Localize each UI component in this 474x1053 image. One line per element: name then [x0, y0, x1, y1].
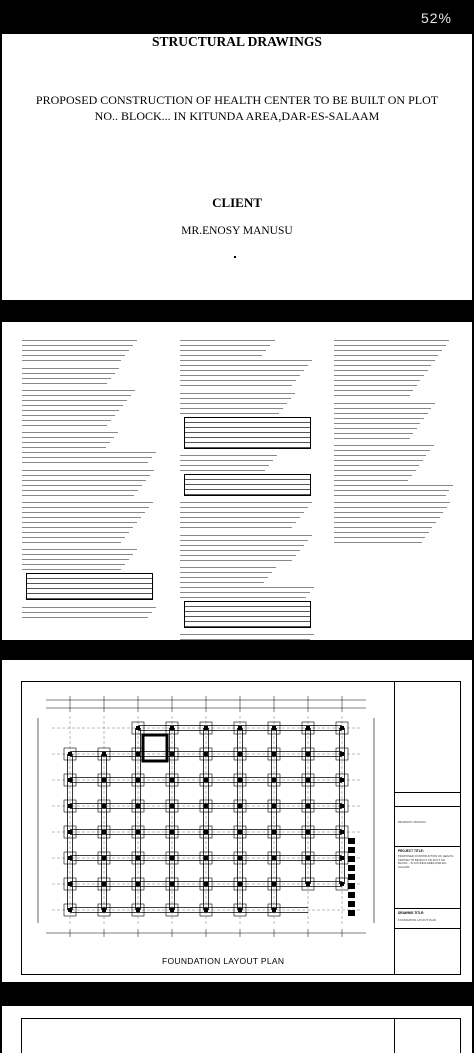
notes-line: [22, 504, 149, 508]
column-stub: [170, 726, 174, 730]
column-stub: [238, 908, 242, 912]
notes-line: [180, 546, 300, 550]
drawing-sheet: [21, 681, 461, 975]
column-stub: [136, 726, 140, 730]
document-page-foundation-plan[interactable]: [2, 660, 472, 982]
document-page-cover[interactable]: [2, 34, 472, 300]
title-block-client-name: MR.ENOSY MANUSU: [398, 820, 426, 824]
notes-line: [22, 566, 121, 570]
notes-line: [334, 486, 449, 490]
column-stub: [170, 830, 174, 834]
notes-column-1: [22, 334, 157, 618]
stair-marker: [348, 910, 355, 916]
notes-line: [334, 534, 425, 538]
column-stub: [238, 778, 242, 782]
notes-line: [22, 509, 145, 513]
highlight-box: [143, 735, 167, 761]
notes-line: [334, 461, 419, 465]
notes-line: [334, 524, 432, 528]
drawing-title-text: FOUNDATION LAYOUT PLAN: [398, 918, 437, 922]
stair-marker: [348, 865, 355, 871]
client-label: CLIENT: [212, 195, 262, 210]
project-title: [8, 92, 466, 124]
notes-line: [334, 514, 440, 518]
column-stub: [340, 882, 344, 886]
column-stub: [238, 882, 242, 886]
notes-line: [334, 424, 417, 428]
notes-line: [334, 357, 435, 361]
notes-line: [334, 342, 446, 346]
notes-line: [180, 382, 292, 386]
column-stub: [306, 856, 310, 860]
notes-line: [180, 367, 304, 371]
notes-line: [22, 471, 150, 475]
notes-line: [334, 509, 443, 513]
column-stub: [306, 726, 310, 730]
column-stub: [136, 882, 140, 886]
notes-line: [180, 509, 304, 513]
notes-line: [22, 422, 107, 426]
column-stub: [102, 830, 106, 834]
title-block-next: [394, 1019, 461, 1053]
notes-line: [334, 519, 436, 523]
notes-line: [22, 392, 131, 396]
document-page-general-notes[interactable]: [2, 322, 472, 640]
notes-line: [22, 454, 152, 458]
notes-line: [180, 462, 269, 466]
column-stub: [272, 726, 276, 730]
notes-line: [22, 561, 125, 565]
notes-table: [184, 417, 311, 449]
notes-line: [180, 347, 266, 351]
notes-line: [22, 439, 110, 443]
notes-line: [180, 337, 275, 341]
notes-line: [180, 389, 295, 393]
notes-line: [334, 404, 431, 408]
notes-line: [334, 442, 434, 446]
column-stub: [340, 804, 344, 808]
stair-marker: [348, 856, 355, 862]
notes-table: [26, 573, 153, 600]
stair-marker: [348, 874, 355, 880]
column-stub: [170, 908, 174, 912]
column-stub: [340, 830, 344, 834]
notes-column-3: [334, 334, 454, 544]
column-stub: [136, 778, 140, 782]
column-stub: [238, 752, 242, 756]
project-title-label: PROJECT TITLE:: [398, 849, 424, 853]
notes-line: [22, 402, 123, 406]
notes-line: [180, 404, 283, 408]
column-stub: [204, 752, 208, 756]
drawing-caption: FOUNDATION LAYOUT PLAN: [162, 956, 285, 966]
status-bar: [0, 0, 474, 32]
notes-line: [334, 529, 429, 533]
foundation-plan-drawing: [26, 688, 384, 953]
column-stub: [136, 830, 140, 834]
notes-line: [180, 564, 276, 568]
notes-line: [180, 409, 279, 413]
column-stub: [68, 752, 72, 756]
column-stub: [68, 856, 72, 860]
notes-line: [334, 466, 416, 470]
title-block-client: [395, 806, 461, 847]
column-stub: [136, 804, 140, 808]
notes-line: [22, 481, 142, 485]
column-stub: [68, 778, 72, 782]
notes-line: [334, 387, 413, 391]
notes-line: [180, 394, 291, 398]
column-stub: [306, 752, 310, 756]
notes-line: [334, 504, 447, 508]
stair-marker: [348, 892, 355, 898]
stair-marker: [348, 847, 355, 853]
notes-line: [22, 397, 127, 401]
notes-line: [180, 499, 312, 503]
column-stub: [306, 804, 310, 808]
notes-line: [180, 569, 272, 573]
column-stub: [272, 778, 276, 782]
notes-line: [22, 528, 129, 532]
notes-line: [180, 588, 310, 592]
notes-line: [22, 538, 121, 542]
notes-line: [22, 369, 115, 373]
notes-line: [334, 347, 442, 351]
title-block-signatures: [395, 928, 461, 974]
column-stub: [102, 752, 106, 756]
notes-line: [22, 476, 146, 480]
notes-line: [22, 347, 129, 351]
notes-line: [334, 456, 423, 460]
notes-line: [180, 519, 296, 523]
column-stub: [238, 830, 242, 834]
title-block: [394, 682, 461, 974]
column-stub: [272, 856, 276, 860]
project-title-line-1: PROPOSED CONSTRUCTION OF HEALTH CENTER TO BE BUILT ON PLOT: [35, 93, 439, 107]
notes-line: [334, 352, 438, 356]
project-title-line-2: NO.. BLOCK... IN KITUNDA AREA,DAR-ES-SALAAM: [94, 109, 380, 123]
drawing-sheet-next: [21, 1018, 461, 1053]
stair-marker: [348, 901, 355, 907]
title-block-project: [395, 846, 461, 909]
notes-line: [180, 377, 296, 381]
column-stub: [68, 804, 72, 808]
notes-line: [180, 536, 308, 540]
column-stub: [102, 778, 106, 782]
column-stub: [170, 778, 174, 782]
column-stub: [238, 726, 242, 730]
notes-line: [22, 387, 135, 391]
notes-line: [334, 476, 408, 480]
notes-line: [334, 337, 449, 341]
title-block-drawing: [395, 908, 461, 929]
stair-marker: [348, 883, 355, 889]
notes-line: [334, 451, 426, 455]
notes-line: [180, 551, 296, 555]
title-block-revision: [395, 792, 461, 807]
notes-line: [22, 412, 115, 416]
notes-line: [334, 419, 420, 423]
column-stub: [238, 804, 242, 808]
notes-line: [180, 583, 314, 587]
notes-line: [22, 546, 137, 550]
column-stub: [272, 752, 276, 756]
notes-line: [334, 481, 453, 485]
notes-line: [180, 342, 270, 346]
notes-line: [334, 362, 431, 366]
notes-line: [22, 551, 133, 555]
notes-line: [22, 499, 153, 503]
notes-line: [334, 539, 422, 543]
drawing-title-label: DRAWING TITLE:: [398, 911, 425, 915]
notes-line: [22, 491, 134, 495]
column-stub: [306, 778, 310, 782]
notes-line: [334, 471, 412, 475]
title-block-notes: [395, 682, 461, 793]
notes-line: [22, 603, 156, 607]
notes-line: [180, 452, 277, 456]
notes-line: [22, 374, 111, 378]
notes-line: [22, 519, 137, 523]
column-stub: [170, 804, 174, 808]
notes-line: [22, 556, 129, 560]
column-stub: [204, 726, 208, 730]
notes-line: [180, 631, 314, 635]
notes-line: [22, 608, 152, 612]
notes-line: [180, 541, 304, 545]
notes-line: [334, 367, 428, 371]
column-stub: [68, 882, 72, 886]
notes-line: [180, 372, 300, 376]
page-mark: [234, 256, 236, 258]
column-stub: [340, 726, 344, 730]
notes-line: [22, 337, 137, 341]
project-title-text: PROPOSED CONSTRUCTION OF HEALTH CENTER TO BE BUILT ON PLOT NO. BLOCK... IN KITUNDA AREA,DAR-ES-SALAAM: [398, 854, 454, 869]
stair-marker: [348, 838, 355, 844]
column-stub: [204, 804, 208, 808]
column-stub: [136, 752, 140, 756]
column-stub: [68, 908, 72, 912]
column-stub: [272, 830, 276, 834]
notes-line: [180, 514, 300, 518]
notes-line: [22, 364, 119, 368]
notes-line: [180, 524, 292, 528]
column-stub: [68, 830, 72, 834]
column-stub: [272, 882, 276, 886]
notes-line: [180, 593, 306, 597]
notes-line: [22, 523, 133, 527]
column-stub: [340, 778, 344, 782]
column-stub: [204, 856, 208, 860]
notes-line: [180, 504, 308, 508]
notes-line: [334, 429, 413, 433]
notes-line: [180, 357, 312, 361]
notes-line: [22, 429, 118, 433]
column-stub: [102, 882, 106, 886]
document-page-next[interactable]: [2, 1006, 472, 1053]
column-stub: [306, 830, 310, 834]
notes-line: [334, 434, 410, 438]
notes-line: [22, 352, 125, 356]
column-stub: [170, 752, 174, 756]
notes-line: [334, 499, 450, 503]
notes-line: [180, 636, 310, 640]
column-stub: [102, 908, 106, 912]
column-stub: [238, 856, 242, 860]
notes-line: [22, 459, 148, 463]
notes-line: [22, 444, 106, 448]
notes-column-2: [180, 334, 315, 640]
column-stub: [136, 908, 140, 912]
notes-line: [22, 357, 121, 361]
notes-line: [22, 533, 125, 537]
notes-line: [334, 446, 430, 450]
notes-line: [334, 399, 435, 403]
column-stub: [170, 882, 174, 886]
column-stub: [170, 856, 174, 860]
client-name: MR.ENOSY MANUSU: [181, 225, 293, 237]
column-stub: [102, 856, 106, 860]
notes-line: [180, 399, 287, 403]
notes-line: [180, 556, 292, 560]
notes-line: [22, 486, 138, 490]
notes-line: [180, 531, 312, 535]
notes-line: [334, 377, 420, 381]
column-stub: [102, 804, 106, 808]
notes-line: [22, 466, 154, 470]
cover-heading: STRUCTURAL DRAWINGS: [152, 34, 322, 49]
column-stub: [340, 752, 344, 756]
notes-line: [180, 467, 265, 471]
notes-table: [184, 474, 311, 496]
notes-line: [22, 449, 156, 453]
notes-line: [334, 392, 410, 396]
column-stub: [306, 882, 310, 886]
notes-line: [334, 372, 424, 376]
notes-line: [180, 352, 262, 356]
notes-line: [334, 382, 417, 386]
column-stub: [204, 908, 208, 912]
column-stub: [204, 830, 208, 834]
column-stub: [136, 856, 140, 860]
notes-line: [334, 491, 446, 495]
column-stub: [204, 882, 208, 886]
column-stub: [272, 908, 276, 912]
notes-line: [180, 579, 264, 583]
notes-line: [22, 613, 148, 617]
notes-line: [22, 342, 133, 346]
notes-line: [22, 417, 111, 421]
notes-line: [22, 379, 107, 383]
notes-line: [22, 434, 114, 438]
column-stub: [204, 778, 208, 782]
notes-line: [22, 407, 119, 411]
notes-line: [180, 574, 268, 578]
column-stub: [272, 804, 276, 808]
notes-line: [22, 514, 141, 518]
notes-line: [334, 414, 424, 418]
battery-indicator: 52%: [420, 10, 452, 26]
notes-table: [184, 601, 311, 628]
notes-line: [180, 362, 308, 366]
notes-line: [180, 457, 273, 461]
notes-line: [334, 409, 428, 413]
column-stub: [340, 856, 344, 860]
